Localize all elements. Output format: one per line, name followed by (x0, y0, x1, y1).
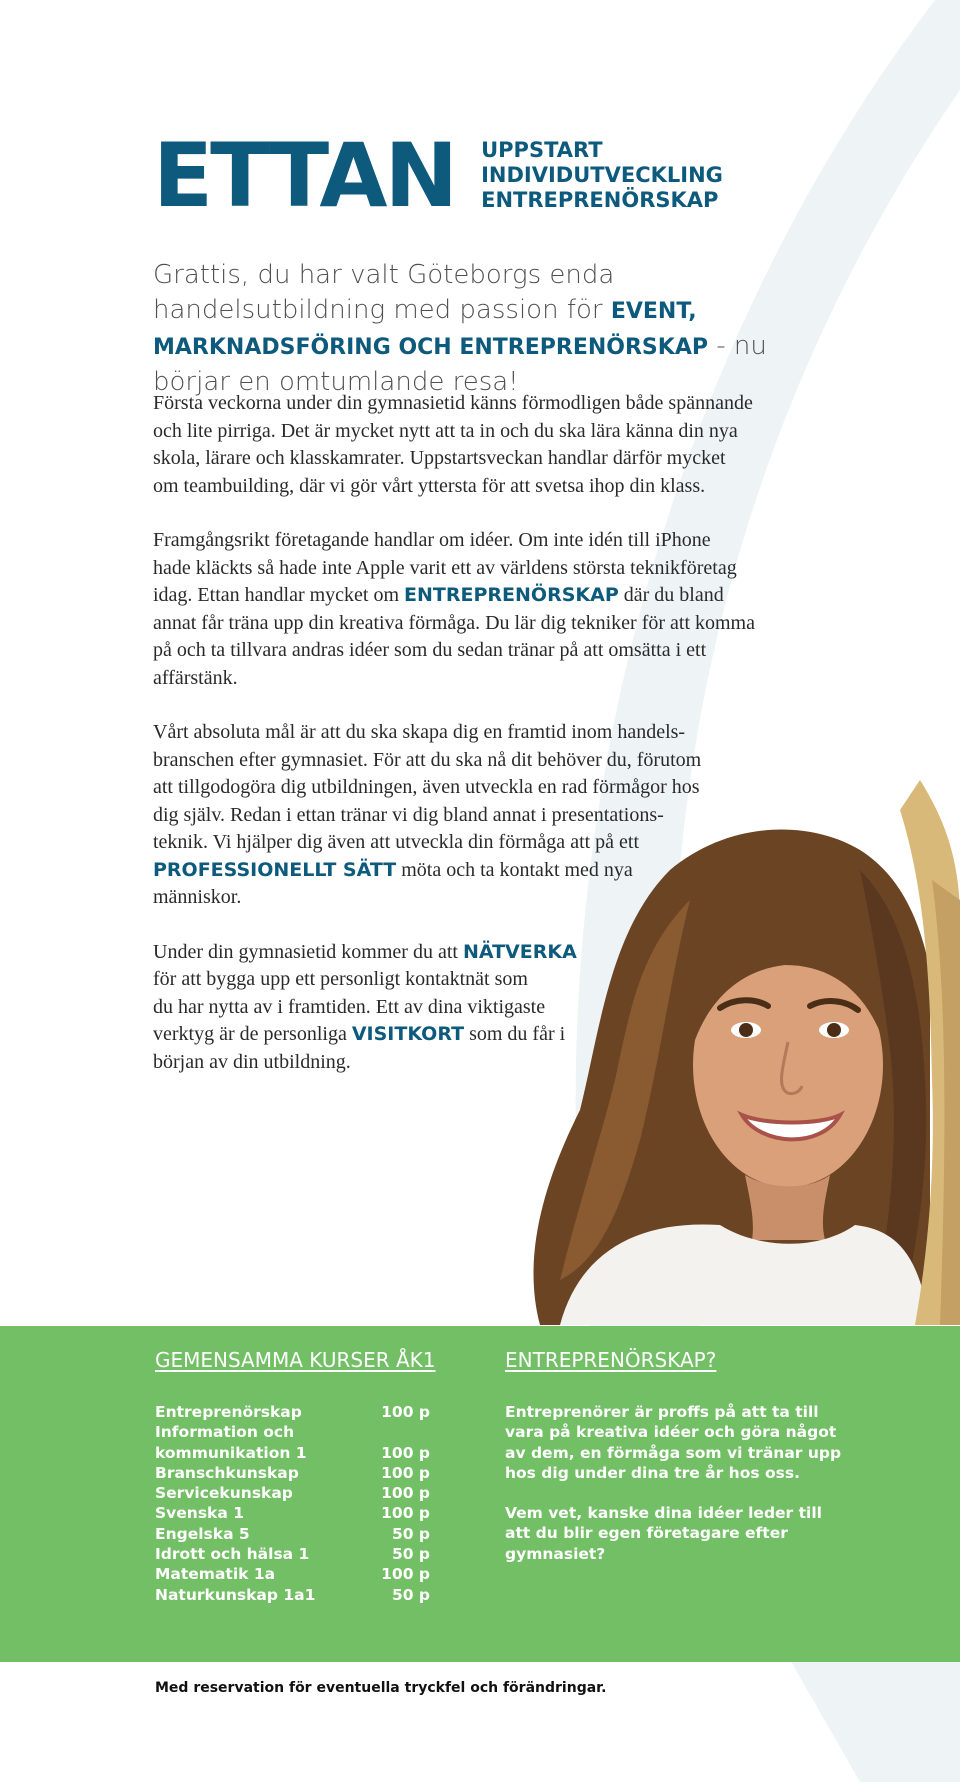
text-line: människor. (153, 886, 242, 908)
text-line: annat får träna upp din kreativa förmåga. Du lär dig tekniker för att komma (153, 611, 755, 634)
disclaimer: Med reservation för eventuella tryckfel och förändringar. (155, 1680, 607, 1696)
course-row (155, 1402, 430, 1422)
text-line: på och ta tillvara andras idéer som du sedan tränar på att omsätta i ett (153, 639, 707, 661)
text-line: av dem, en förmåga som vi tränar upp (505, 1443, 842, 1462)
text-line (153, 857, 853, 885)
course-row (155, 1463, 430, 1483)
course-name: Servicekunskap (155, 1484, 293, 1503)
text-segment: Under din gymnasietid kommer du att (153, 940, 463, 963)
text-segment: som du får i (464, 1023, 566, 1045)
text-segment: verktyg är de personliga (153, 1023, 352, 1045)
course-points (370, 1422, 430, 1442)
keyword-professionellt-satt: PROFESSIONELLT SÄTT (153, 858, 397, 881)
course-name: Branschkunskap (155, 1463, 299, 1482)
keyword-entreprenorskap: ENTREPRENÖRSKAP (404, 584, 619, 606)
text-line: Vårt absoluta mål är att du ska skapa dig en framtid inom handels- (153, 721, 686, 743)
text-line: hos dig under dina tre år hos oss. (505, 1463, 800, 1482)
course-name: Entreprenörskap (155, 1403, 302, 1421)
text-line: Entreprenörer är proffs på att ta till (505, 1403, 819, 1421)
courses-section (155, 1346, 475, 1605)
course-points: 100 p (381, 1484, 430, 1503)
course-points: 50 p (391, 1524, 430, 1543)
course-name: Information och (155, 1423, 295, 1442)
subtitle-3: ENTREPRENÖRSKAP (481, 188, 719, 212)
text-line: vara på kreativa idéer och göra något (505, 1423, 837, 1442)
text-segment: där du bland (618, 584, 724, 606)
text-line: gymnasiet? (505, 1544, 606, 1563)
entrepreneurship-section (505, 1346, 865, 1584)
course-name: kommunikation 1 (155, 1443, 307, 1462)
text-line (153, 939, 853, 967)
text-line: skola, lärare och klasskamrater. Uppstartsveckan handlar därför mycket (153, 447, 726, 469)
text-line: början av din utbildning. (153, 1050, 351, 1073)
subtitle-2: INDIVIDUTVECKLING (481, 163, 723, 187)
header (153, 124, 723, 227)
text-line: att du blir egen företagare efter (505, 1524, 788, 1543)
course-name: Svenska 1 (155, 1504, 244, 1523)
intro-part2: - nu börjar en omtumlande resa! (153, 331, 767, 397)
course-row (155, 1564, 430, 1584)
course-row (155, 1422, 430, 1442)
text-line: du har nytta av i framtiden. Ett av dina viktigaste (153, 995, 546, 1018)
course-row (155, 1443, 430, 1463)
course-name: Engelska 5 (155, 1524, 250, 1543)
text-line: Första veckorna under din gymnasietid känns förmodligen både spännande (153, 392, 753, 414)
text-line: hade kläckts så hade inte Apple varit ett av världens största teknikföretag (153, 556, 737, 579)
body-text (153, 390, 853, 1103)
text-line: Framgångsrikt företagande handlar om idéer. Om inte idén till iPhone (153, 529, 711, 551)
text-line: och lite pirriga. Det är mycket nytt att ta in och du ska lära känna din nya (153, 419, 738, 442)
course-row (155, 1544, 430, 1564)
paragraph-2 (153, 527, 853, 692)
paragraph-1 (153, 390, 853, 500)
subtitle-1: UPPSTART (481, 138, 603, 162)
course-list (155, 1402, 475, 1605)
course-points: 100 p (381, 1504, 430, 1523)
text-line: affärstänk. (153, 666, 238, 689)
keyword-natverka: NÄTVERKA (462, 940, 577, 963)
text-line: branschen efter gymnasiet. För att du ska nå dit behöver du, förutom (153, 748, 702, 771)
intro-highlight: EVENT, MARKNADSFÖRING OCH ENTREPRENÖRSKAP (153, 299, 708, 360)
course-points: 100 p (381, 1463, 430, 1482)
text-line (153, 582, 853, 610)
text-line: för att bygga upp ett personligt kontaktnät som (153, 968, 528, 990)
intro-part1: Grattis, du har valt Göteborgs enda handelsutbildning med passion för (153, 260, 615, 325)
course-points: 50 p (391, 1585, 430, 1604)
course-points: 50 p (391, 1545, 430, 1564)
course-name: Idrott och hälsa 1 (155, 1545, 310, 1564)
paragraph-3 (153, 719, 853, 912)
course-row (155, 1503, 430, 1523)
text-line (153, 1021, 853, 1049)
entrepreneurship-heading: ENTREPRENÖRSKAP? (505, 1348, 717, 1372)
text-line: att tillgodogöra dig utbildningen, även utveckla en rad förmågor hos (153, 776, 700, 798)
course-info-band (0, 1326, 960, 1662)
text-line: Vem vet, kanske dina idéer leder till (505, 1504, 822, 1523)
text-line: dig själv. Redan i ettan tränar vi dig bland annat i presentations- (153, 803, 664, 826)
text-segment: möta och ta kontakt med nya (396, 858, 633, 881)
course-points: 100 p (381, 1565, 430, 1584)
course-points: 100 p (381, 1443, 430, 1462)
subtitle-list (481, 138, 723, 213)
course-row (155, 1483, 430, 1503)
course-row (155, 1524, 430, 1544)
keyword-visitkort: VISITKORT (351, 1023, 465, 1045)
course-name: Naturkunskap 1a1 (155, 1585, 316, 1604)
course-name: Matematik 1a (155, 1565, 276, 1584)
entrepreneurship-text-2 (505, 1503, 865, 1564)
text-segment: idag. Ettan handlar mycket om (153, 584, 405, 606)
course-points: 100 p (381, 1403, 430, 1421)
courses-heading: GEMENSAMMA KURSER ÅK1 (155, 1348, 436, 1372)
paragraph-4 (153, 939, 853, 1077)
text-line: om teambuilding, där vi gör vårt yttersta för att svetsa ihop din klass. (153, 474, 706, 497)
entrepreneurship-text-1 (505, 1402, 865, 1483)
course-row (155, 1585, 430, 1605)
page-title: ETTAN (153, 124, 456, 227)
text-line: teknik. Vi hjälper dig även att utveckla din förmåga att på ett (153, 831, 640, 853)
intro-text (153, 258, 833, 400)
